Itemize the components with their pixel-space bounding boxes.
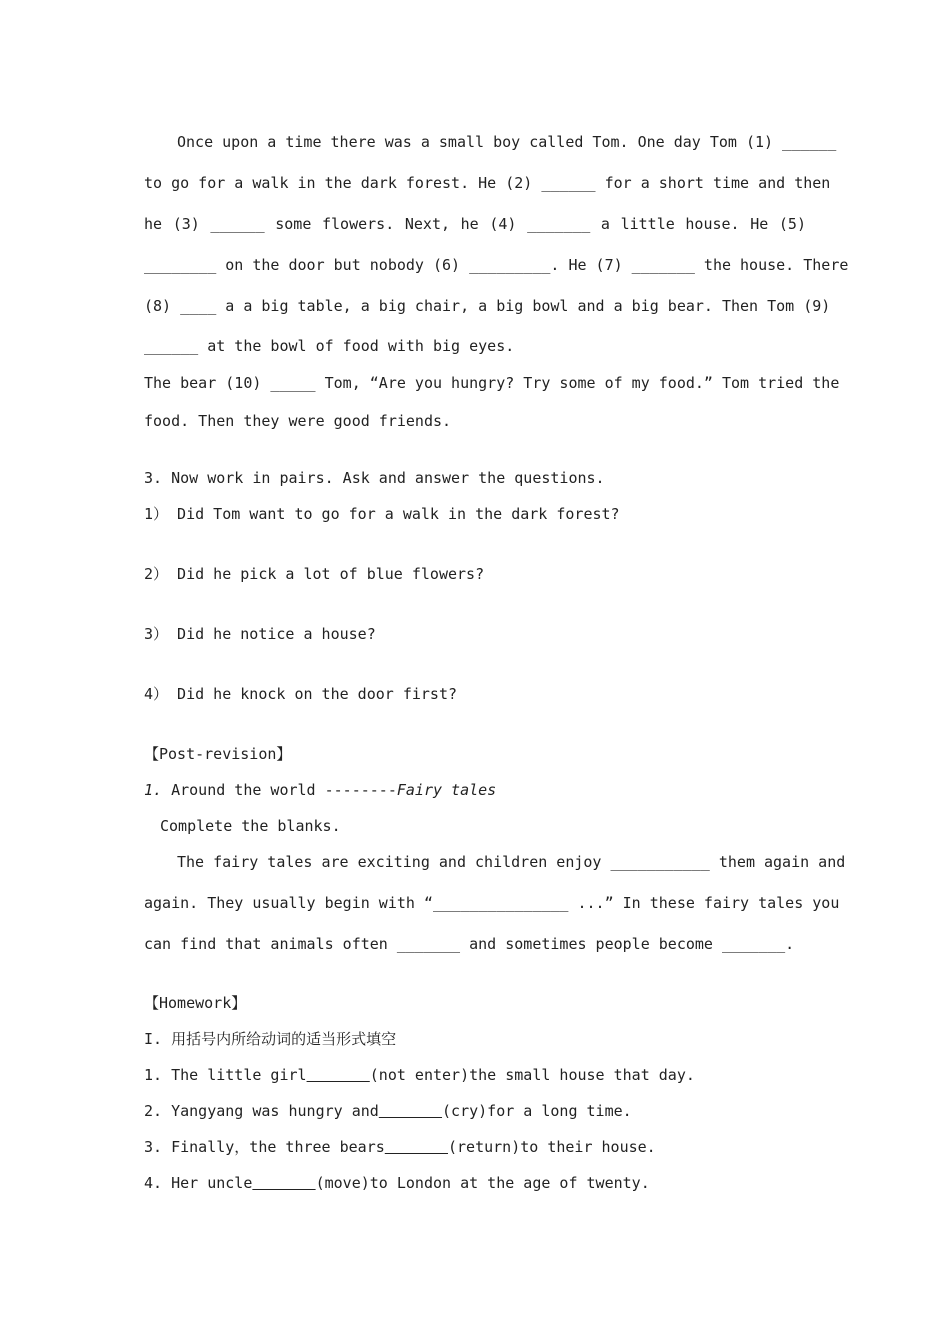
homework-section xyxy=(144,985,806,1201)
post-revision-section xyxy=(144,736,846,965)
homework-item xyxy=(144,1057,806,1093)
question-item: 1） Did Tom want to go for a walk in the dark forest? xyxy=(144,505,620,523)
story-passage xyxy=(144,122,849,442)
item-suffix: (cry)for a long time. xyxy=(442,1102,632,1120)
story-line: to go for a walk in the dark forest. He (2) ______ for a short time and then xyxy=(144,174,831,192)
answer-blank xyxy=(385,1138,448,1156)
homework-item xyxy=(144,1129,806,1165)
question-item: 3） Did he notice a house? xyxy=(144,625,376,643)
item-suffix: (not enter)the small house that day. xyxy=(369,1066,695,1084)
post-revision-instruction: Complete the blanks. xyxy=(160,817,341,835)
post-revision-heading: 【Post-revision】 xyxy=(144,745,292,763)
story-line: he (3) ______ some flowers. Next, he (4) _______ a little house. He (5) xyxy=(144,215,806,233)
item-prefix: 3. Finally，the three bears xyxy=(144,1138,385,1156)
answer-blank xyxy=(252,1174,315,1192)
item-prefix: 4. Her uncle xyxy=(144,1174,253,1192)
question-item: 4） Did he knock on the door first? xyxy=(144,685,458,703)
story-line: ________ on the door but nobody (6) _________. He (7) _______ the house. There xyxy=(144,256,849,274)
story-line: ______ at the bowl of food with big eyes. xyxy=(144,337,515,355)
pair-work-instruction: 3. Now work in pairs. Ask and answer the questions. xyxy=(144,469,605,487)
item-prefix: 1. The little girl xyxy=(144,1066,307,1084)
revision-line: The fairy tales are exciting and children enjoy ___________ them again and xyxy=(177,853,846,871)
item-suffix: (return)to their house. xyxy=(448,1138,656,1156)
item-number: 1. xyxy=(144,781,163,799)
question-item: 2） Did he pick a lot of blue flowers? xyxy=(144,565,485,583)
answer-blank xyxy=(307,1066,370,1084)
worksheet-content xyxy=(144,122,849,1201)
answer-blank xyxy=(379,1102,442,1120)
revision-line: again. They usually begin with “_______________ ...” In these fairy tales you xyxy=(144,894,840,912)
revision-line: can find that animals often _______ and sometimes people become _______. xyxy=(144,935,795,953)
pair-work-section xyxy=(144,460,806,712)
homework-item xyxy=(144,1165,806,1201)
item-suffix: (move)to London at the age of twenty. xyxy=(315,1174,650,1192)
homework-section-title: I. 用括号内所给动词的适当形式填空 xyxy=(144,1030,397,1048)
story-line: (8) ____ a a big table, a big chair, a big bowl and a big bear. Then Tom (9) xyxy=(144,297,831,315)
homework-heading: 【Homework】 xyxy=(144,994,247,1012)
story-line: Once upon a time there was a small boy called Tom. One day Tom (1) ______ xyxy=(177,133,837,151)
item-text: Around the world -------- xyxy=(162,781,397,799)
post-revision-item xyxy=(144,772,806,808)
story-line: food. Then they were good friends. xyxy=(144,412,452,430)
item-title: Fairy tales xyxy=(396,781,497,799)
homework-item xyxy=(144,1093,806,1129)
story-line: The bear (10) _____ Tom, “Are you hungry? Try some of my food.” Tom tried the xyxy=(144,374,840,392)
item-prefix: 2. Yangyang was hungry and xyxy=(144,1102,379,1120)
